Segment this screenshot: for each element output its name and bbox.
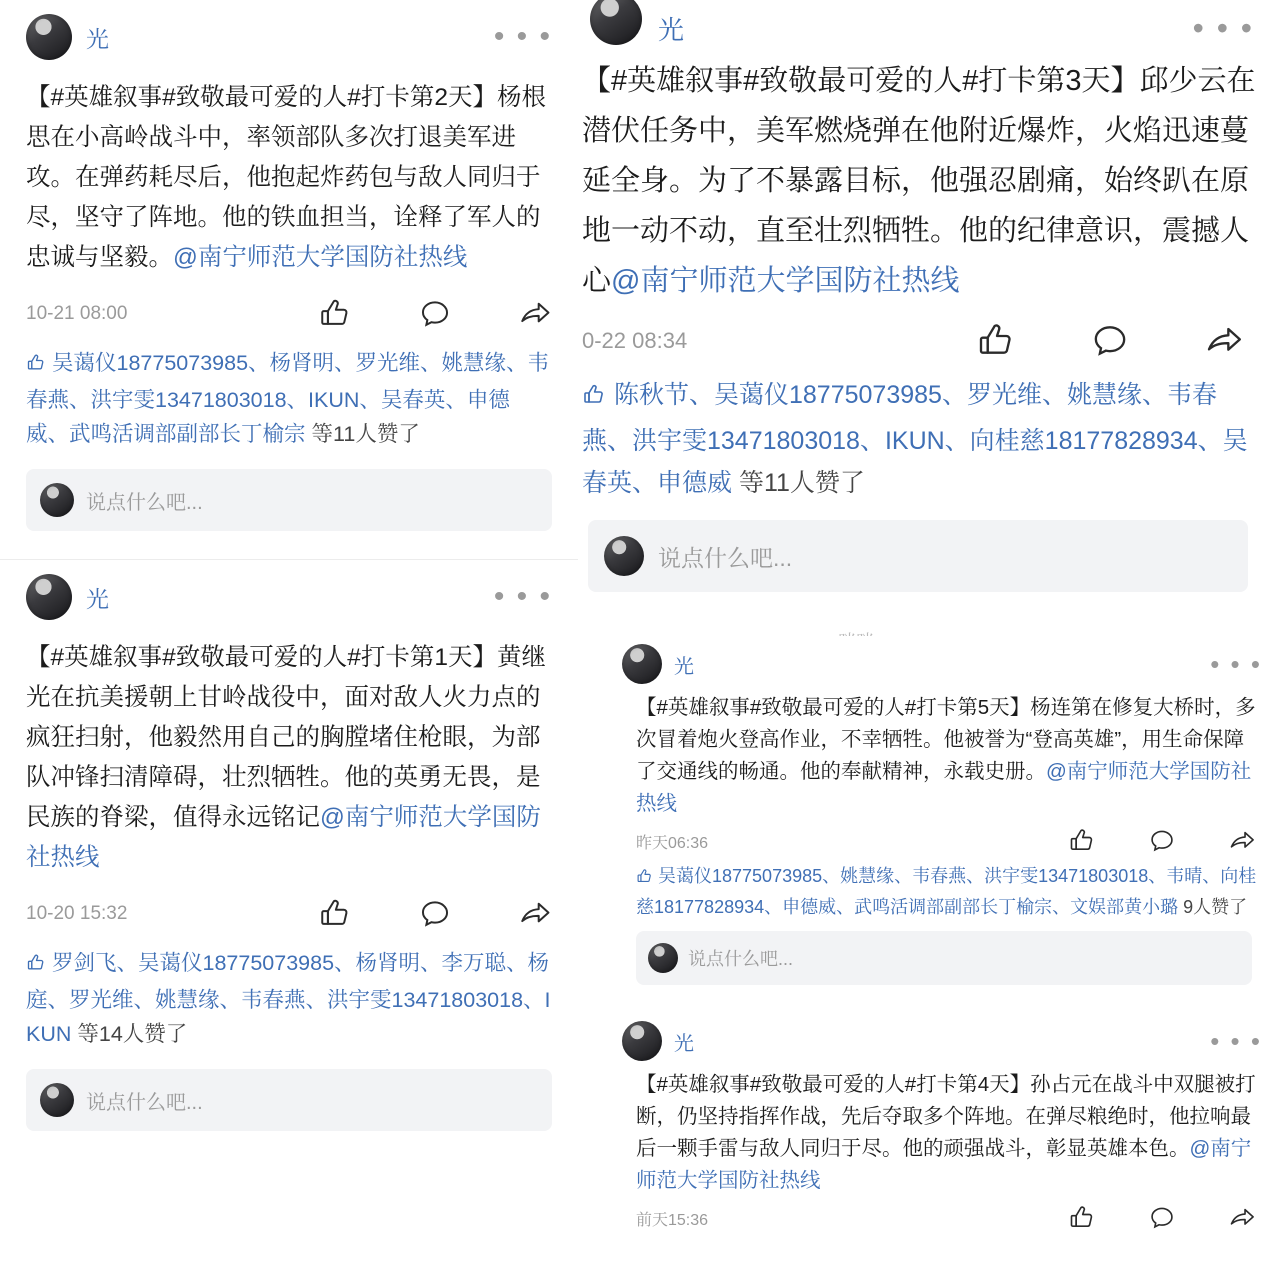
- thumbs-up-small-icon: [26, 949, 46, 983]
- share-arrow-icon[interactable]: [1204, 321, 1244, 361]
- liker-names[interactable]: 吴蔼仪18775073985、姚慧缘、韦春燕、洪宇雯13471803018、韦晴、向桂慈18177828934、申德威、武鸣活调部副部长丁榆宗、文娱部黄小璐: [636, 866, 1257, 917]
- post-body: [622, 692, 1262, 820]
- post-body-text: 【#英雄叙事#致敬最可爱的人#打卡第1天】黄继光在抗美援朝上甘岭战役中，面对敌人火力点的疯狂扫射，他毅然用自己的胸膛堵住枪眼，为部队冲锋扫清障碍，壮烈牺牲。他的英勇无畏，是民族的脊梁，值得永远铭记: [26, 644, 547, 831]
- thumbs-up-icon[interactable]: [318, 297, 352, 331]
- comment-placeholder: 说点什么吧...: [86, 491, 203, 514]
- comment-placeholder: 说点什么吧...: [688, 949, 794, 969]
- post-body: [26, 638, 552, 878]
- post-card: [578, 636, 1280, 985]
- left-feed-panel: [0, 0, 578, 1280]
- post-header: [578, 0, 1266, 56]
- post-likers: [622, 862, 1262, 921]
- post-meta-row: [622, 1197, 1262, 1239]
- post-action-icons: [1068, 827, 1256, 855]
- thumbs-up-small-icon: [582, 378, 606, 420]
- share-arrow-icon[interactable]: [1228, 827, 1256, 855]
- post-action-icons: [318, 297, 552, 331]
- thumbs-up-small-icon: [636, 865, 653, 893]
- post-author-name[interactable]: 光: [674, 1032, 694, 1055]
- post-card: [578, 1013, 1280, 1239]
- more-dots-icon[interactable]: • • •: [1210, 648, 1262, 679]
- post-mention-link[interactable]: @南宁师范大学国防社热线: [26, 804, 541, 871]
- post-likers: [578, 374, 1266, 504]
- comment-bubble-icon[interactable]: [418, 297, 452, 331]
- avatar[interactable]: [622, 644, 662, 684]
- post-timestamp: 昨天06:36: [636, 834, 709, 852]
- post-likers: [26, 346, 552, 451]
- post-timestamp: 0-22 08:34: [582, 328, 688, 353]
- post-body-text: 【#英雄叙事#致敬最可爱的人#打卡第4天】孙占元在战斗中双腿被打断，仍坚持指挥作战，先后夺取多个阵地。在弹尽粮绝时，他拉响最后一颗手雷与敌人同归于尽。他的顽强战斗，彰显英雄本色。: [636, 1073, 1256, 1160]
- post-body-text: 【#英雄叙事#致敬最可爱的人#打卡第2天】杨根思在小高岭战斗中，率领部队多次打退美军进攻。在弹药耗尽后，他抱起炸药包与敌人同归于尽，坚守了阵地。他的铁血担当，诠释了军人的忠诚与坚毅。: [26, 84, 547, 271]
- post-action-icons: [1068, 1204, 1256, 1232]
- post-meta-row: [26, 294, 552, 334]
- thumbs-up-small-icon: [26, 349, 46, 383]
- comment-input-box[interactable]: [636, 931, 1252, 985]
- liker-count-label: 等11人赞了: [738, 469, 865, 497]
- post-meta-row: [26, 894, 552, 934]
- share-arrow-icon[interactable]: [1228, 1204, 1256, 1232]
- thumbs-up-icon[interactable]: [1068, 827, 1096, 855]
- comment-placeholder: 说点什么吧...: [86, 1091, 203, 1114]
- avatar: [648, 943, 678, 973]
- comment-bubble-icon[interactable]: [418, 897, 452, 931]
- post-timestamp: 前天15:36: [636, 1211, 709, 1229]
- post-timestamp: 10-20 15:32: [26, 903, 128, 924]
- post-author-name[interactable]: 光: [86, 25, 109, 52]
- post-body: [26, 78, 552, 278]
- liker-names[interactable]: 陈秋节、吴蔼仪18775073985、罗光维、姚慧缘、韦春燕、洪宇雯13471803018、IKUN、向桂慈18177828934、吴春英、申德威: [582, 381, 1248, 497]
- share-arrow-icon[interactable]: [518, 297, 552, 331]
- post-body: [578, 56, 1266, 306]
- comment-input-box[interactable]: [26, 1069, 552, 1131]
- post-mention-link[interactable]: @南宁师范大学国防社热线: [611, 265, 960, 297]
- more-dots-icon[interactable]: • • •: [493, 20, 552, 53]
- avatar: [40, 1083, 74, 1117]
- post-header: [26, 0, 552, 74]
- liker-names[interactable]: 吴蔼仪18775073985、杨肾明、罗光维、姚慧缘、韦春燕、洪宇雯13471803018、IKUN、吴春英、申德威、武鸣活调部副部长丁榆宗: [26, 351, 550, 446]
- post-timestamp: 10-21 08:00: [26, 303, 128, 324]
- avatar[interactable]: [26, 14, 72, 60]
- liker-count-label: 等11人赞了: [311, 422, 420, 446]
- thumbs-up-icon[interactable]: [976, 321, 1016, 361]
- post-mention-link[interactable]: @南宁师范大学国防社热线: [636, 1137, 1252, 1192]
- post-body-text: 【#英雄叙事#致敬最可爱的人#打卡第5天】杨连第在修复大桥时，多次冒着炮火登高作业，不幸牺牲。他被誉为“登高英雄”，用生命保障了交通线的畅通。他的奉献精神，永载史册。: [636, 696, 1256, 783]
- post-header: [622, 636, 1262, 692]
- post-card: [0, 560, 578, 1131]
- liker-count-label: 等14人赞了: [77, 1022, 188, 1046]
- comment-input-box[interactable]: [26, 469, 552, 531]
- more-dots-icon[interactable]: • • •: [1210, 1025, 1262, 1056]
- right-feed-panel: [578, 0, 1280, 1280]
- more-dots-icon[interactable]: • • •: [493, 580, 552, 613]
- post-author-name[interactable]: 光: [674, 655, 694, 678]
- post-mention-link[interactable]: @南宁师范大学国防社热线: [173, 244, 468, 271]
- post-header: [622, 1013, 1262, 1069]
- avatar: [604, 536, 644, 576]
- post-card: [0, 0, 578, 531]
- comment-input-box[interactable]: [588, 520, 1248, 592]
- comment-placeholder: 说点什么吧...: [658, 544, 793, 571]
- post-body-text: 【#英雄叙事#致敬最可爱的人#打卡第3天】邱少云在潜伏任务中，美军燃烧弹在他附近爆炸，火焰迅速蔓延全身。为了不暴露目标，他强忍剧痛，始终趴在原地一动不动，直至壮烈牺牲。他的纪律意识，震撼人心: [582, 65, 1256, 297]
- post-meta-row: [578, 314, 1266, 368]
- avatar[interactable]: [26, 574, 72, 620]
- comment-bubble-icon[interactable]: [1148, 1204, 1176, 1232]
- post-mention-link[interactable]: @南宁师范大学国防社热线: [636, 760, 1252, 815]
- share-arrow-icon[interactable]: [518, 897, 552, 931]
- post-action-icons: [318, 897, 552, 931]
- liker-count-label: 9人赞了: [1183, 897, 1248, 917]
- thumbs-up-icon[interactable]: [318, 897, 352, 931]
- post-card: [578, 0, 1280, 592]
- post-body: [622, 1069, 1262, 1197]
- avatar[interactable]: [622, 1021, 662, 1061]
- comment-bubble-icon[interactable]: [1148, 827, 1176, 855]
- liker-names[interactable]: 罗剑飞、吴蔼仪18775073985、杨肾明、李万聪、杨庭、罗光维、姚慧缘、韦春燕、洪宇雯13471803018、IKUN: [26, 951, 551, 1046]
- post-meta-row: [622, 820, 1262, 862]
- post-author-name[interactable]: 光: [86, 585, 109, 612]
- more-dots-icon[interactable]: • • •: [1192, 9, 1254, 46]
- avatar[interactable]: [590, 0, 642, 45]
- thumbs-up-icon[interactable]: [1068, 1204, 1096, 1232]
- post-header: [26, 560, 552, 634]
- post-action-icons: [976, 321, 1244, 361]
- post-likers: [26, 946, 552, 1051]
- comment-bubble-icon[interactable]: [1090, 321, 1130, 361]
- avatar: [40, 483, 74, 517]
- post-author-name[interactable]: 光: [658, 14, 685, 45]
